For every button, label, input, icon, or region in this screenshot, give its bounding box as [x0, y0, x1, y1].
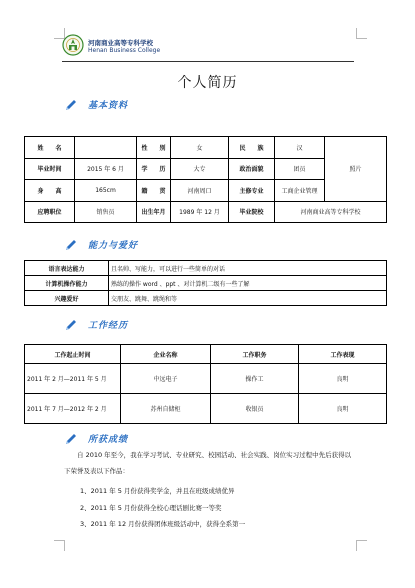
label-major: 主修专业 — [229, 180, 275, 202]
table-row — [25, 201, 387, 223]
crop-mark-top-right — [356, 28, 367, 39]
skill-value: 且名帅、写能力，可以进行一些简单的对话 — [109, 261, 387, 276]
label-grad-time: 毕业时间 — [25, 158, 75, 180]
table-row — [25, 291, 387, 306]
skill-label: 兴趣爱好 — [25, 291, 109, 306]
table-row — [25, 137, 387, 159]
school-name-cn: 河南商业高等专科学校 — [88, 39, 153, 47]
achievements-intro: 自 2010 年至今，我在学习考试、专业研究、校园活动、社会实践、岗位实习过程中先后获得以下荣誉及表以下作品： — [64, 451, 352, 475]
table-row — [25, 394, 387, 424]
crop-mark-bottom-left — [54, 540, 65, 551]
skill-value: 交朋友、跳舞、跳绳和等 — [109, 291, 387, 306]
label-hometown: 籍 贯 — [137, 180, 171, 202]
work-performance: 良明 — [299, 394, 387, 424]
work-performance: 良明 — [299, 364, 387, 394]
column-header: 工作表现 — [299, 345, 387, 364]
label-height: 身 高 — [25, 180, 75, 202]
column-header: 工作职务 — [211, 345, 299, 364]
value-height: 165cm — [75, 180, 137, 202]
value-education: 大专 — [171, 158, 229, 180]
work-company: 苏州自储柜 — [121, 394, 211, 424]
value-school: 河南商业高等专科学校 — [275, 201, 387, 223]
crop-mark-bottom-right — [356, 540, 367, 551]
work-title: 操作工 — [211, 364, 299, 394]
table-row — [25, 364, 387, 394]
page-title: 个人简历 — [177, 75, 238, 91]
pen-icon — [64, 98, 78, 112]
pen-icon — [64, 432, 78, 446]
section-work-label: 工作经历 — [88, 321, 129, 331]
list-item: 3、2011 年 12 月份获得团体班级活动中，获得全系第一 — [80, 520, 246, 528]
value-position: 销售员 — [75, 201, 137, 223]
photo-cell: 照片 — [325, 137, 387, 202]
label-ethnicity: 民 族 — [229, 137, 275, 159]
list-item: 2、2011 年 5 月份获得全校心理话剧比赛一等奖 — [80, 504, 222, 512]
value-major: 工商企业管理 — [275, 180, 325, 202]
table-header-row — [25, 345, 387, 364]
label-school: 毕业院校 — [229, 201, 275, 223]
label-gender: 性 别 — [137, 137, 171, 159]
skill-label: 计算机操作能力 — [25, 276, 109, 291]
section-skills-label: 能力与爱好 — [88, 241, 139, 251]
pen-icon — [64, 318, 78, 332]
section-basic-label: 基本资料 — [88, 101, 129, 111]
value-hometown: 河南周口 — [171, 180, 229, 202]
work-period: 2011 年 2 月—2011 年 5 月 — [25, 364, 121, 394]
header-divider — [62, 61, 354, 62]
work-title: 收银员 — [211, 394, 299, 424]
value-birth: 1989 年 12 月 — [171, 201, 229, 223]
skills-table — [24, 260, 387, 306]
label-position: 应聘职位 — [25, 201, 75, 223]
table-row — [25, 261, 387, 276]
list-item: 1、2011 年 5 月份获得奖学金，并且在班级成绩优异 — [80, 487, 235, 495]
pen-icon — [64, 238, 78, 252]
document-header — [62, 34, 354, 68]
label-birth: 出生年月 — [137, 201, 171, 223]
school-logo-icon — [62, 34, 84, 56]
table-row — [25, 276, 387, 291]
work-period: 2011 年 7 月—2012 年 2 月 — [25, 394, 121, 424]
value-ethnicity: 汉 — [275, 137, 325, 159]
work-company: 中远电子 — [121, 364, 211, 394]
skill-value: 熟练的操作 word 、ppt 、对计算机二级有一些了解 — [109, 276, 387, 291]
basic-info-table — [24, 136, 387, 223]
label-name: 姓 名 — [25, 137, 75, 159]
school-name-en: Henan Business College — [88, 47, 161, 54]
value-grad-time: 2015 年 6 月 — [75, 158, 137, 180]
skill-label: 语言表达能力 — [25, 261, 109, 276]
column-header: 工作起止时间 — [25, 345, 121, 364]
label-education: 学 历 — [137, 158, 171, 180]
value-gender: 女 — [171, 137, 229, 159]
label-politics: 政治面貌 — [229, 158, 275, 180]
column-header: 企业名称 — [121, 345, 211, 364]
value-politics: 团员 — [275, 158, 325, 180]
value-name — [75, 137, 137, 159]
work-history-table — [24, 344, 387, 424]
section-achievements-label: 所获成绩 — [88, 435, 129, 445]
